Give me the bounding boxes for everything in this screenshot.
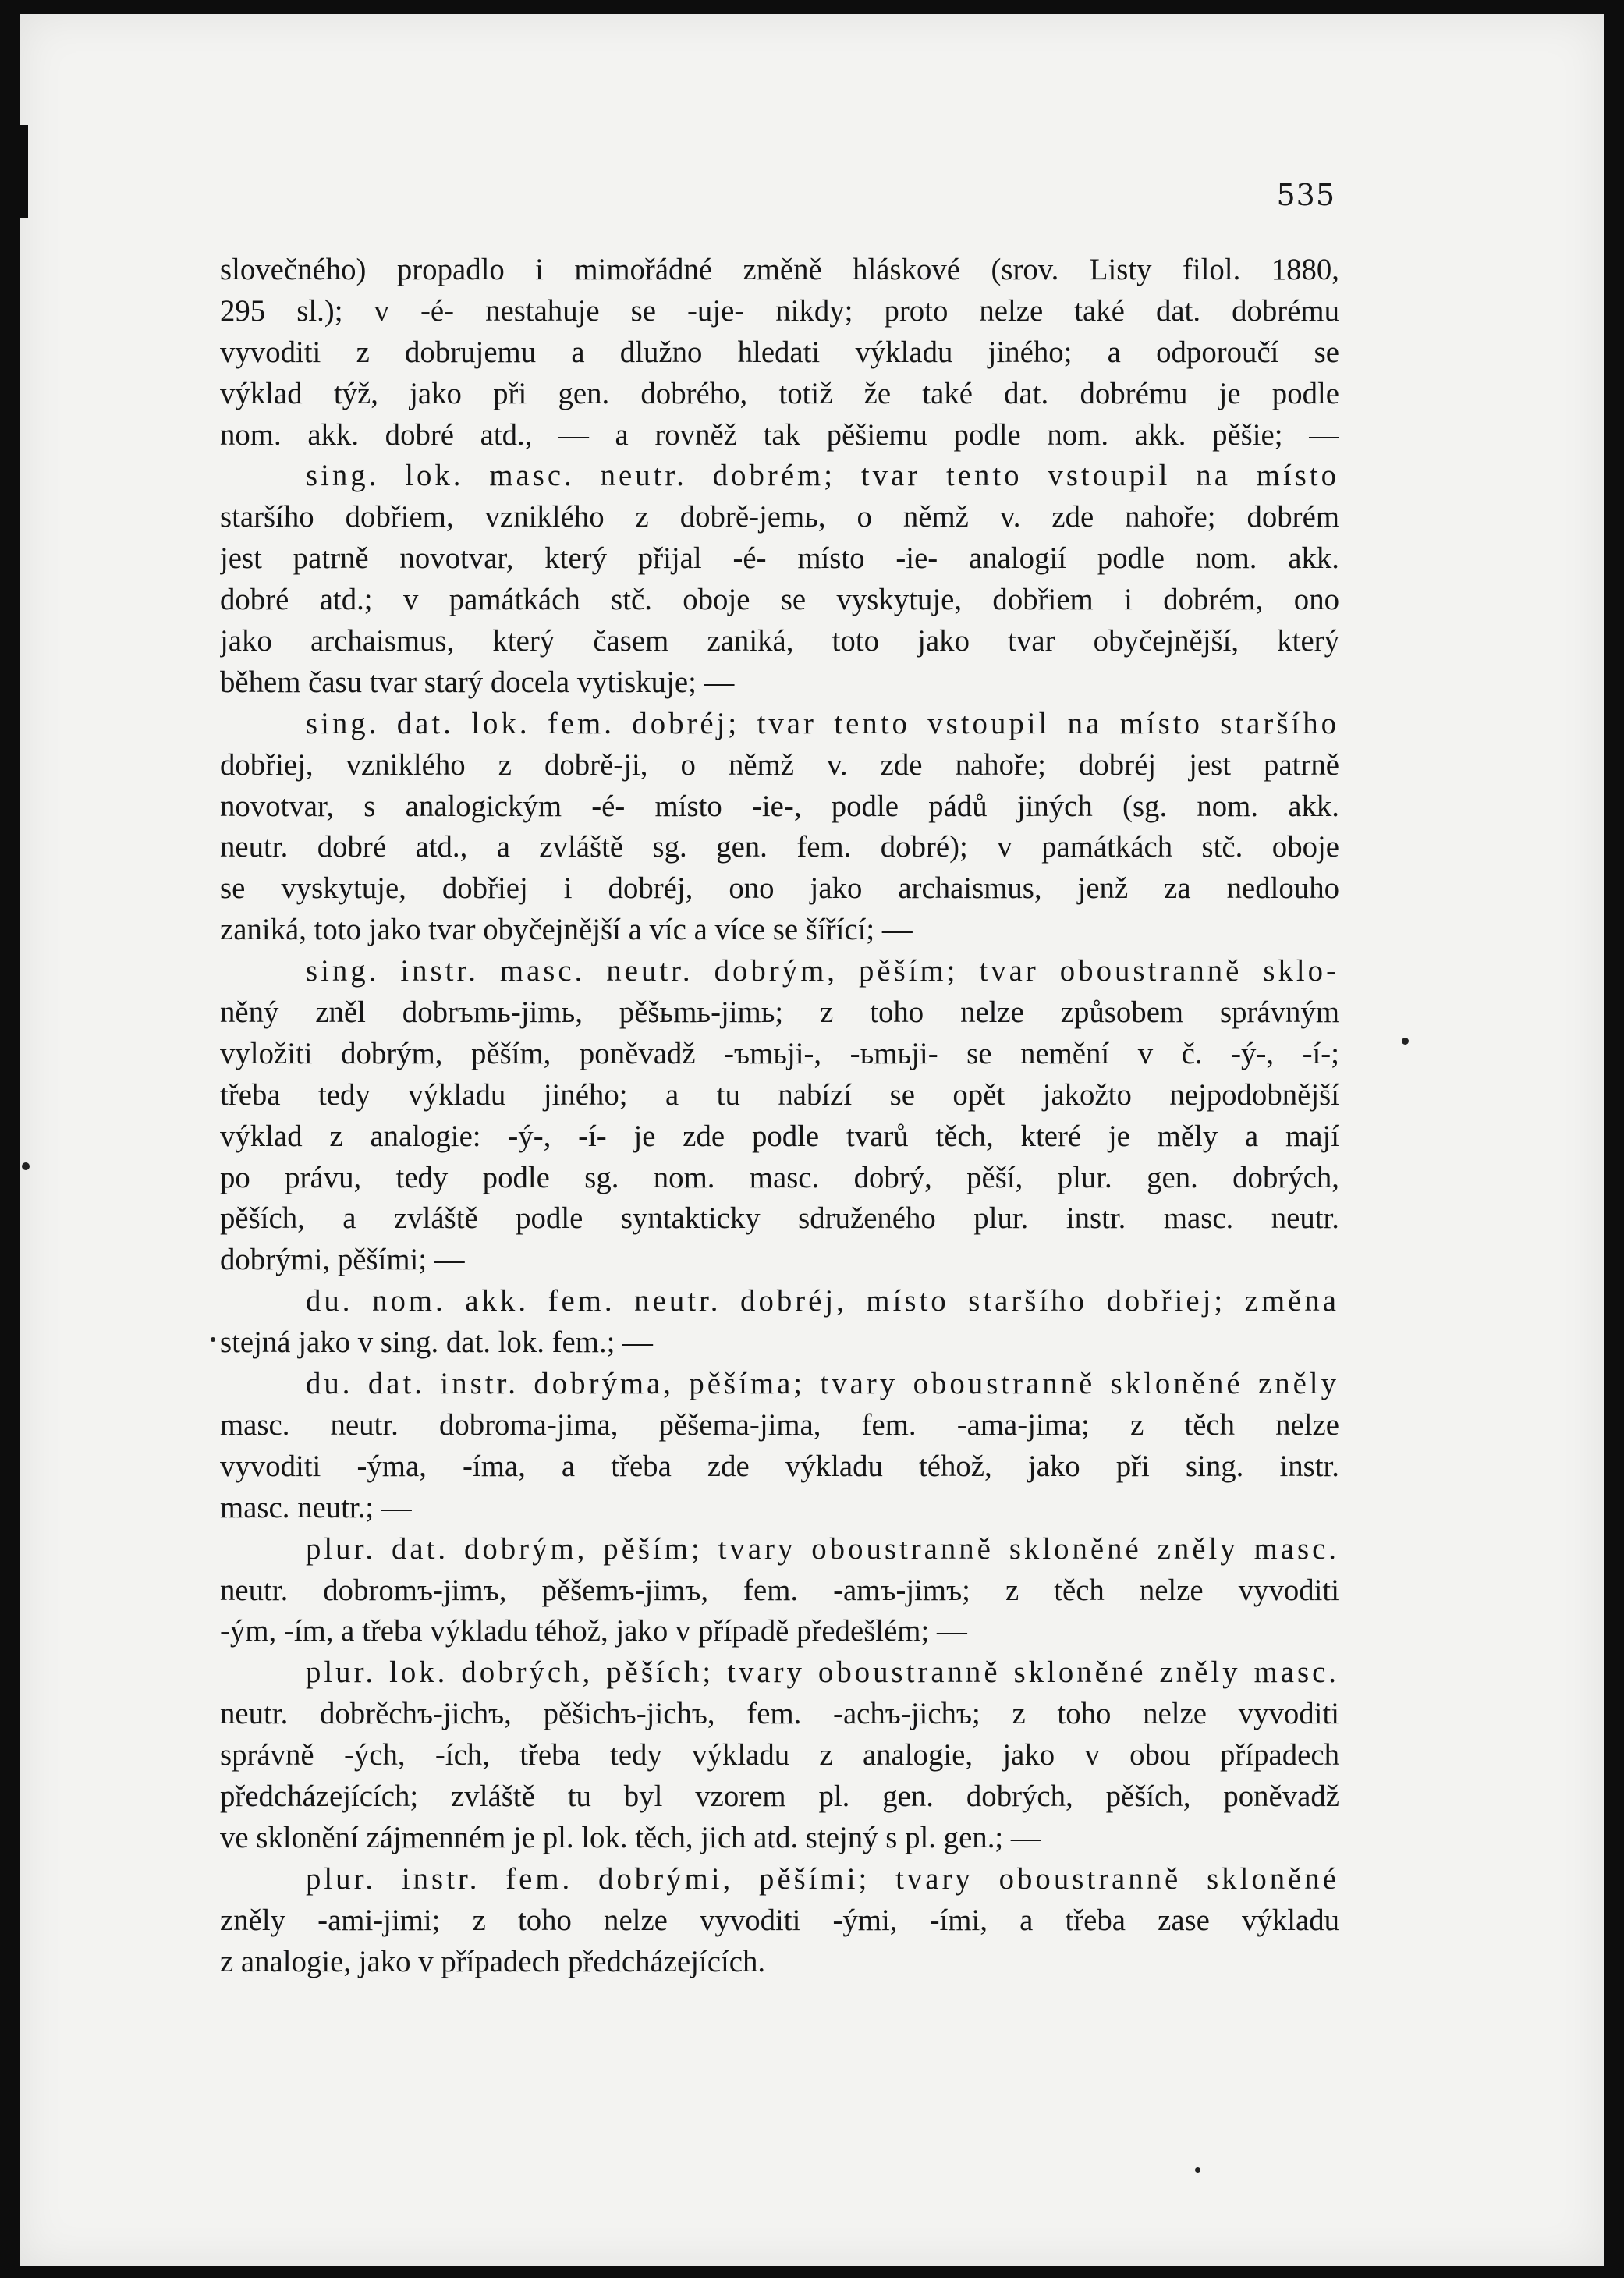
text-line: výklad z analogie: -ý-, -í- je zde podle tvarů těch, které je měly a mají — [220, 1119, 1339, 1153]
text-line: neutr. dobrěchъ-jichъ, pěšichъ-jichъ, fem. -achъ-jichъ; z toho nelze vyvoditi — [220, 1697, 1339, 1731]
text-line: dobré atd.; v památkách stč. oboje se vyskytuje, dobřiem i dobrém, ono — [220, 583, 1339, 617]
ink-speck — [1195, 2167, 1200, 2173]
text-line: vyložiti dobrým, pěším, poněvadž -ъmьji-, -ьmьji- se nemění v č. -ý-, -í-; — [220, 1036, 1339, 1070]
text-line: z analogie, jako v případech předcházejících. — [220, 1944, 766, 1978]
text-line: výklad týž, jako při gen. dobrého, totiž že také dat. dobrému je podle — [220, 376, 1339, 410]
text-line: pěších, a zvláště podle syntakticky sdruženého plur. instr. masc. neutr. — [220, 1201, 1339, 1236]
text-line: slovečného) propadlo i mimořádné změně hláskové (srov. Listy filol. 1880, — [220, 253, 1339, 286]
text-line: během času tvar starý docela vytiskuje; — — [220, 665, 735, 699]
text-line: 295 sl.); v -é- nestahuje se -uje- nikdy; proto nelze také dat. dobrému — [220, 293, 1339, 328]
ink-speck — [1402, 1038, 1409, 1045]
text-line: staršího dobřiem, vzniklého z dobrě-jemь, o němž v. zde nahoře; dobrém — [220, 500, 1339, 534]
text-line: zaniká, toto jako tvar obyčejnější a víc a více se šířící; — — [220, 913, 913, 947]
text-line: masc. neutr.; — — [220, 1490, 412, 1524]
text-line: předcházejících; zvláště tu byl vzorem pl. gen. dobrých, pěších, poněvadž — [220, 1779, 1339, 1813]
text-line: dobrými, pěšími; — — [220, 1243, 465, 1277]
text-line: vyvoditi z dobrujemu a dlužno hledati výkladu jiného; a odporoučí se — [220, 335, 1339, 369]
text-line: se vyskytuje, dobřiej i dobréj, ono jako archaismus, jenž za nedlouho — [220, 871, 1339, 906]
text-line: du. dat. instr. dobrýma, pěšíma; tvary oboustranně skloněné zněly — [306, 1367, 1339, 1401]
text-line: po právu, tedy podle sg. nom. masc. dobrý, pěší, plur. gen. dobrých, — [220, 1160, 1339, 1194]
text-line: plur. dat. dobrým, pěším; tvary oboustranně skloněné zněly masc. — [306, 1531, 1339, 1566]
text-line: sing. instr. masc. neutr. dobrým, pěším; tvar oboustranně sklo- — [306, 954, 1339, 988]
text-line: ve sklonění zájmenném je pl. lok. těch, jich atd. stejný s pl. gen.; — — [220, 1820, 1041, 1854]
ink-speck — [22, 1162, 30, 1170]
text-line: stejná jako v sing. dat. lok. fem.; — — [220, 1325, 653, 1360]
text-line: neutr. dobré atd., a zvláště sg. gen. fem. dobré); v památkách stč. oboje — [220, 830, 1339, 864]
text-line: jest patrně novotvar, který přijal -é- místo -ie- analogií podle nom. akk. — [220, 541, 1339, 576]
text-line: vyvoditi -ýma, -íma, a třeba zde výkladu téhož, jako při sing. instr. — [220, 1449, 1339, 1483]
text-line: dobřiej, vzniklého z dobrě-ji, o němž v. zde nahoře; dobréj jest patrně — [220, 747, 1339, 782]
text-line: třeba tedy výkladu jiného; a tu nabízí se opět jakožto nejpodobnější — [220, 1077, 1339, 1112]
text-line: jako archaismus, který časem zaniká, toto jako tvar obyčejnější, který — [220, 624, 1339, 658]
text-line: masc. neutr. dobroma-jima, pěšema-jima, fem. -ama-jima; z těch nelze — [220, 1407, 1339, 1442]
text-line: sing. dat. lok. fem. dobréj; tvar tento vstoupil na místo staršího — [306, 706, 1339, 740]
text-line: novotvar, s analogickým -é- místo -ie-, podle pádů jiných (sg. nom. akk. — [220, 789, 1339, 823]
text-line: du. nom. akk. fem. neutr. dobréj, místo staršího dobřiej; změna — [306, 1284, 1339, 1318]
text-line: něný zněl dobrъmь-jimь, pěšьmь-jimь; z toho nelze způsobem správným — [220, 995, 1339, 1030]
binding-edge-mark — [20, 125, 28, 218]
body-text — [220, 250, 1339, 1982]
text-line: -ým, -ím, a třeba výkladu téhož, jako v případě předešlém; — — [220, 1614, 967, 1648]
text-line: plur. lok. dobrých, pěších; tvary oboustranně skloněné zněly masc. — [306, 1655, 1339, 1690]
text-line: neutr. dobromъ-jimъ, pěšemъ-jimъ, fem. -amъ-jimъ; z těch nelze vyvoditi — [220, 1573, 1339, 1607]
text-line: zněly -ami-jimi; z toho nelze vyvoditi -ými, -ími, a třeba zase výkladu — [220, 1903, 1339, 1937]
page-number: 535 — [1276, 178, 1335, 212]
ink-speck — [211, 1337, 215, 1342]
text-line: nom. akk. dobré atd., — a rovněž tak pěšiemu podle nom. akk. pěšie; — — [220, 417, 1339, 452]
text-line: sing. lok. masc. neutr. dobrém; tvar tento vstoupil na místo — [306, 459, 1339, 493]
text-line: plur. instr. fem. dobrými, pěšími; tvary oboustranně skloněné — [306, 1861, 1339, 1896]
text-line: správně -ých, -ích, třeba tedy výkladu z analogie, jako v obou případech — [220, 1738, 1339, 1772]
